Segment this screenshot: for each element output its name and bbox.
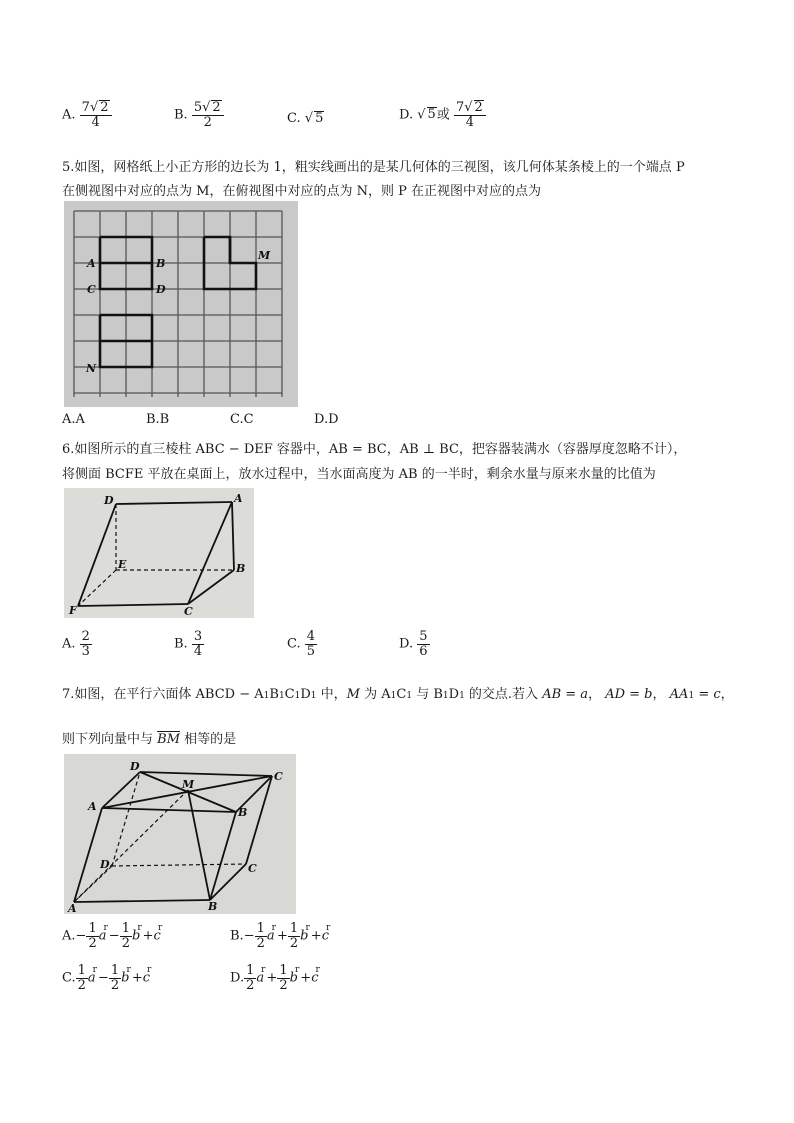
q7-option-c: C. $\frac{1}{2}$ $a^r-$ $\frac{1}{2}$ $b^r+c^r$ <box>62 963 152 993</box>
q5-option-a: A.A <box>62 412 85 427</box>
q6-option-a: A. $\frac{2}{3}$ <box>62 629 90 659</box>
q7-option-b: B.− $\frac{1}{2}$ $a^r+$ $\frac{1}{2}$ $b^r+c^r$ <box>230 921 331 951</box>
q7-parallelepiped-figure <box>64 754 296 914</box>
q4-b-fraction: $\frac{5√ 2}{2}$ <box>192 100 224 130</box>
fig5-label-n: N <box>86 362 97 375</box>
q4-option-a: A. $\frac{7√ 2}{4}$ <box>62 100 112 130</box>
vector-ad-eq: AD = b <box>605 687 653 702</box>
fig6-label-a: A <box>234 492 243 505</box>
q7-option-d: D. $\frac{1}{2}$ $a^r+$ $\frac{1}{2}$ $b^r+c^r$ <box>230 963 320 993</box>
q5-three-view-figure <box>64 201 298 407</box>
q6-prism-figure <box>64 488 254 618</box>
q4-option-b: B. $\frac{5√ 2}{2}$ <box>174 100 224 130</box>
q4-a-fraction: $\frac{7√ 2}{4}$ <box>80 100 112 130</box>
fig6-label-d: D <box>104 494 114 507</box>
q5-option-d: D.D <box>314 412 339 427</box>
fig7-label-a1: A <box>88 800 97 813</box>
fig5-label-b: B <box>156 257 166 270</box>
q5-option-c: C.C <box>230 412 254 427</box>
q7-option-a: A.− $\frac{1}{2}$ $a^r-$ $\frac{1}{2}$ $b^r+c^r$ <box>62 921 163 951</box>
q6-stem-line2: 将侧面 BCFE 平放在桌面上，放水过程中，当水面高度为 AB 的一半时，剩余水量与原来水量的比值为 <box>62 467 656 482</box>
vector-bm: $\overline{BM}$ <box>157 732 181 747</box>
fig7-label-d1: D <box>130 760 140 773</box>
q5-option-b: B.B <box>146 412 170 427</box>
vector-aa1: AA <box>669 687 689 702</box>
fig7-label-m: M <box>182 778 195 791</box>
q7-stem-line2: 则下列向量中与 $\overline{BM}$ 相等的是 <box>62 732 237 747</box>
q5-stem-line2: 在侧视图中对应的点为 M，在俯视图中对应的点为 N，则 P 在正视图中对应的点为 <box>62 184 541 199</box>
fig6-label-f: F <box>69 604 77 617</box>
fig7-label-a: A <box>68 902 77 914</box>
q6-option-b: B. $\frac{3}{4}$ <box>174 629 203 659</box>
vector-ab-eq: AB = a <box>542 687 589 702</box>
fig7-label-b: B <box>208 900 218 913</box>
fig7-label-d: D <box>100 858 110 871</box>
fig5-label-d: D <box>156 283 166 296</box>
fig6-label-c: C <box>184 605 193 618</box>
fig6-label-e: E <box>118 558 127 571</box>
q4-option-c: C. √ 5 <box>287 111 324 126</box>
q5-stem-line1: 5.如图，网格纸上小正方形的边长为 1，粗实线画出的是某几何体的三视图，该几何体某条棱上的一个端点 P <box>62 160 685 175</box>
fig7-label-c1: C <box>274 770 283 783</box>
q7-stem-line1: 7.如图，在平行六面体 ABCD − A1B1C1D1 中，M 为 A1C1 与 B1D1 的交点.若入 AB = a， AD = b， AA1 = c， <box>62 687 734 702</box>
fig5-label-c: C <box>87 283 96 296</box>
q6-option-c: C. $\frac{4}{5}$ <box>287 629 316 659</box>
q6-option-d: D. $\frac{5}{6}$ <box>399 629 428 659</box>
q4-option-d: D. √ 5或 $\frac{7√ 2}{4}$ <box>399 100 486 130</box>
q6-stem-line1: 6.如图所示的直三棱柱 ABC − DEF 容器中，AB = BC，AB ⊥ BC，把容器装满水（容器厚度忽略不计）， <box>62 442 687 457</box>
fig7-label-b1: B <box>238 806 248 819</box>
fig7-label-c: C <box>248 862 257 875</box>
fig5-label-a: A <box>87 257 96 270</box>
fig6-label-b: B <box>236 562 246 575</box>
fig5-label-m: M <box>258 249 271 262</box>
